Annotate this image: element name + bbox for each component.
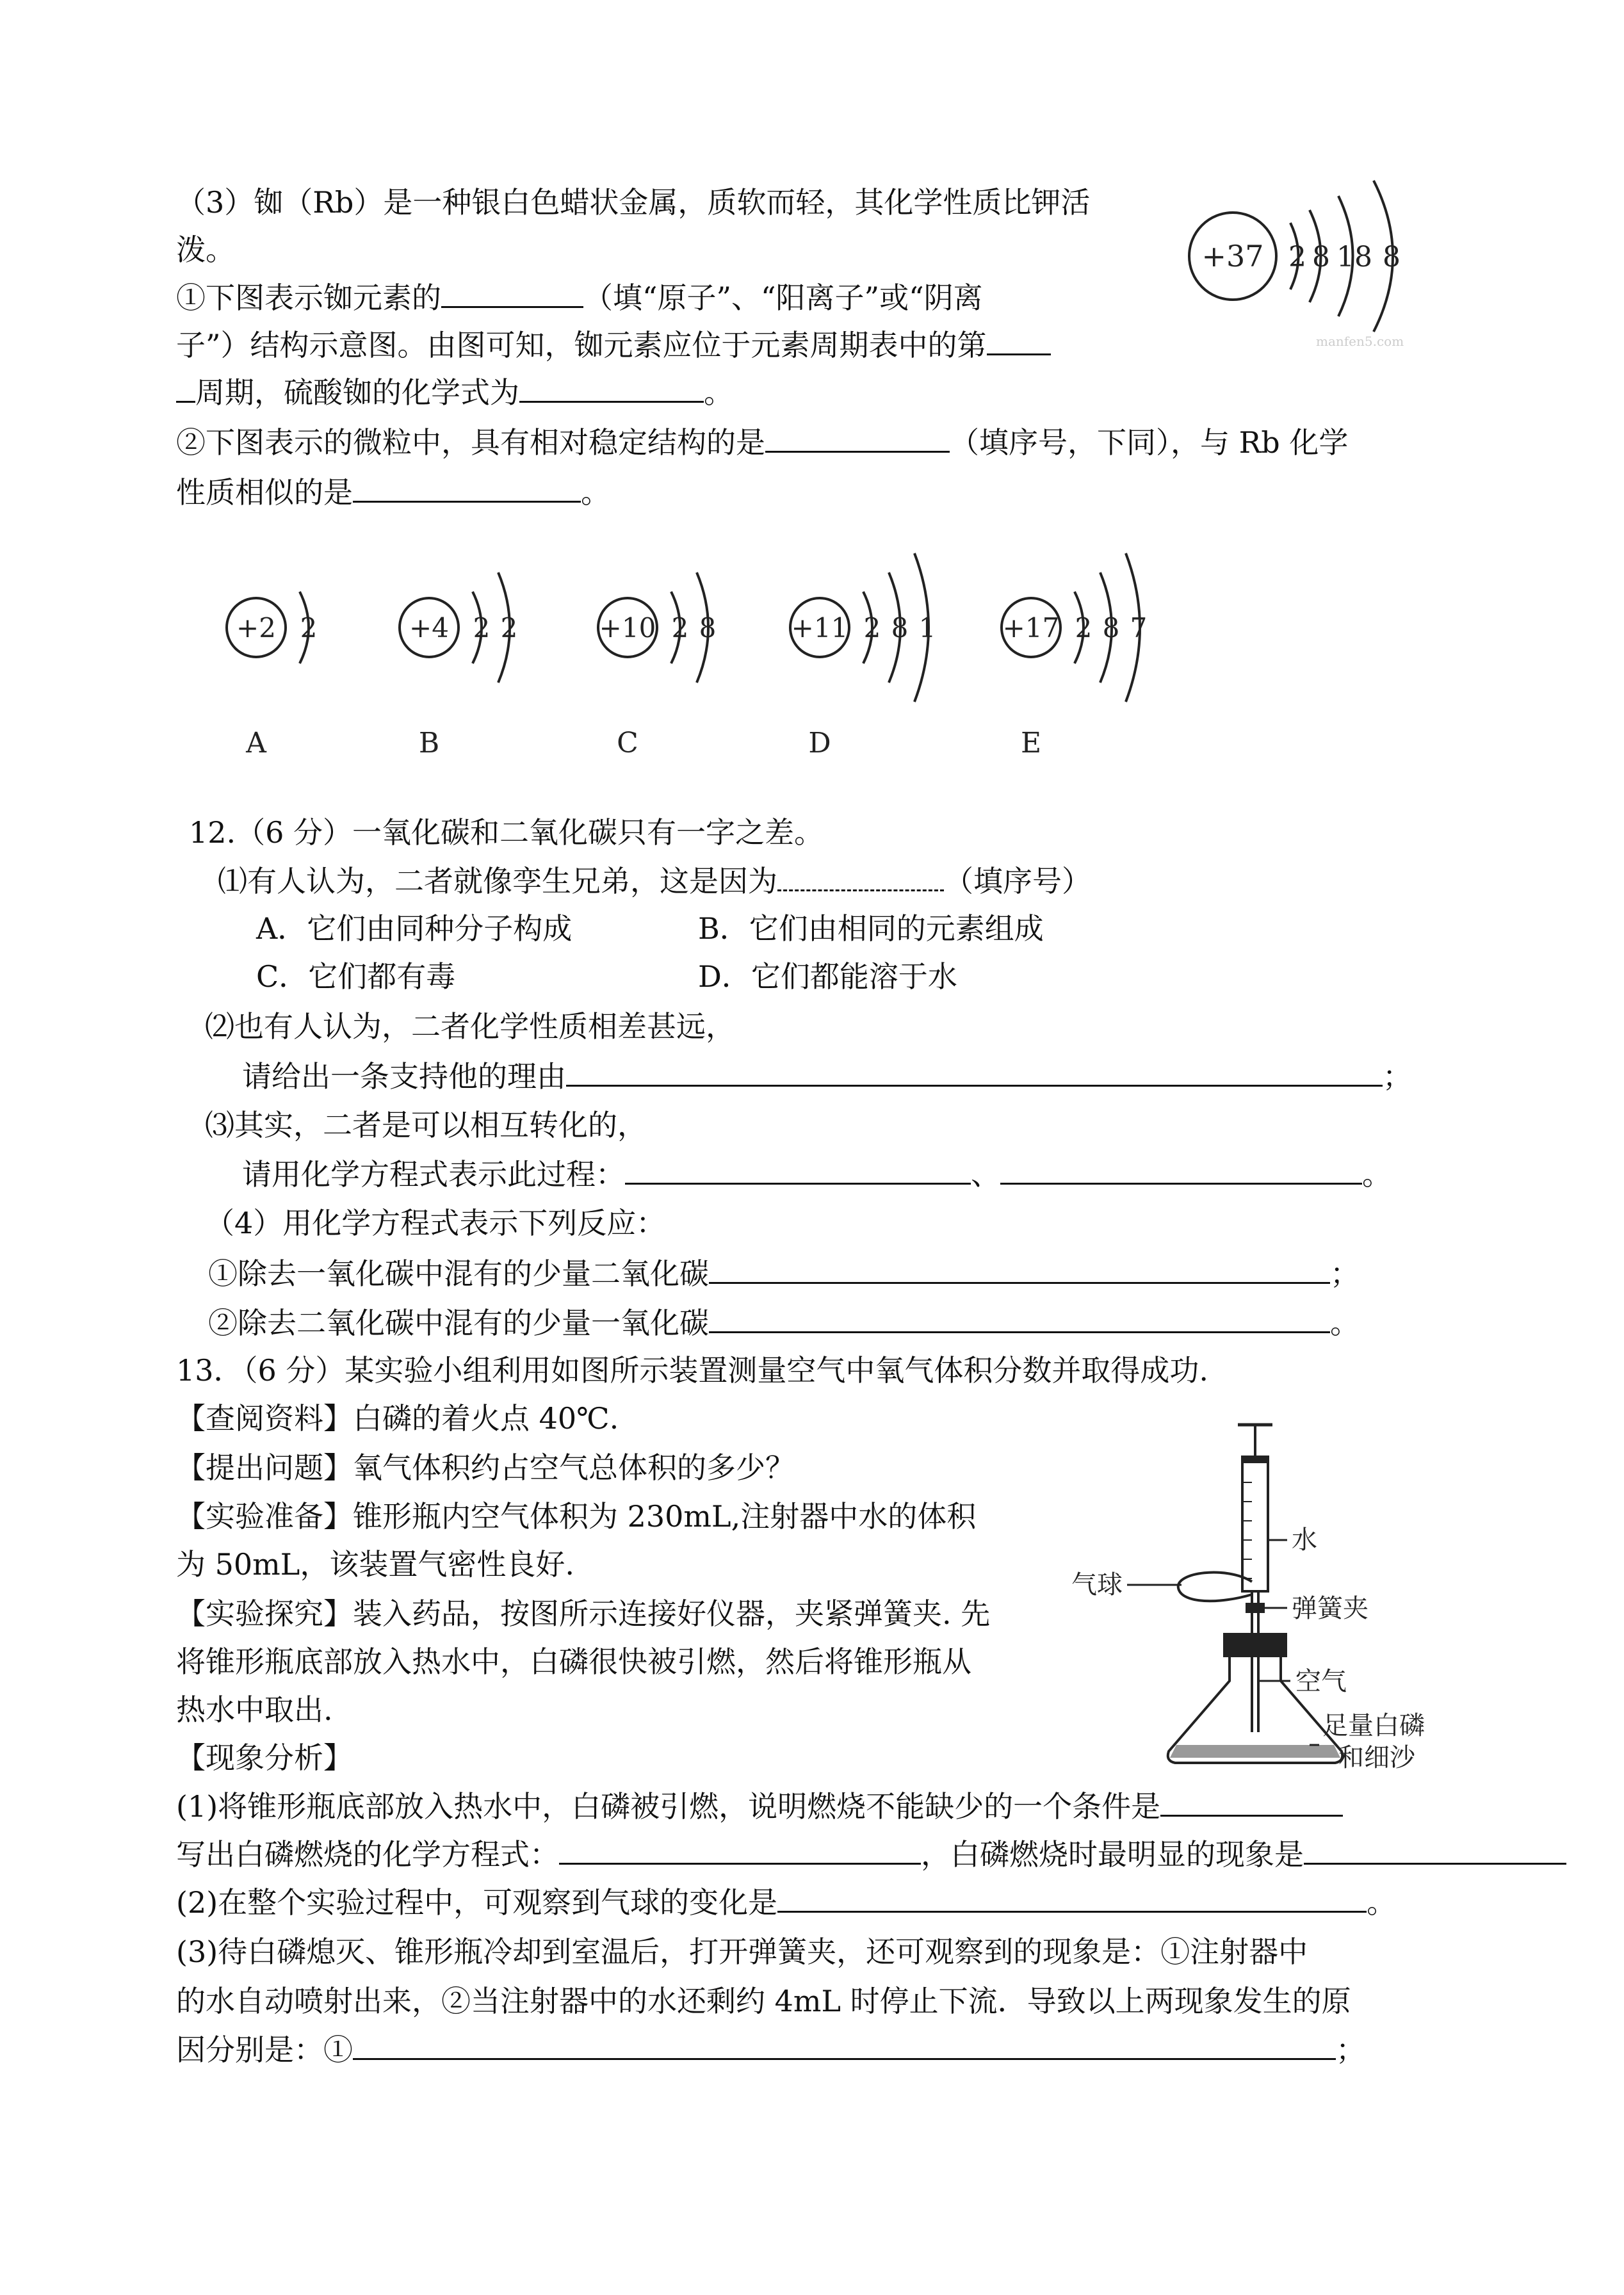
q13-line7: 热水中取出. xyxy=(176,1692,333,1727)
q11-line3-text: ①下图表示铷元素的 xyxy=(176,280,441,315)
q11-line2: 泼。 xyxy=(176,232,235,267)
q11-line4-text: 子”）结构示意图。由图可知，铷元素应位于元素周期表中的第 xyxy=(176,328,987,362)
label-phosphorus-2: 和细沙 xyxy=(1338,1743,1415,1772)
particle-d xyxy=(790,553,936,759)
particle-b xyxy=(400,572,517,759)
shell-electron-count: 8 xyxy=(699,612,717,644)
q12-s2b-text: 请给出一条支持他的理由 xyxy=(242,1059,566,1094)
q13-p1b-text: 写出白磷燃烧的化学方程式： xyxy=(176,1837,559,1872)
rb-shell-count-1: 2 xyxy=(1288,241,1306,273)
q13-p1c-text: ，白磷燃烧时最明显的现象是 xyxy=(921,1837,1304,1872)
q11-line1: （3）铷（Rb）是一种银白色蜡状金属，质软而轻，其化学性质比钾活 xyxy=(176,185,1091,220)
q13-p1 xyxy=(176,1787,1343,1826)
label-spring-clip: 弹簧夹 xyxy=(1292,1594,1368,1623)
phosphorus-sand xyxy=(1170,1745,1340,1758)
q12-s3b-sep: 、 xyxy=(971,1157,1000,1192)
blank-combustion-condition[interactable] xyxy=(1160,1787,1343,1817)
nucleus-charge: +2 xyxy=(236,612,276,644)
q11-line3 xyxy=(176,278,983,317)
spring-clip-shape xyxy=(1246,1603,1265,1613)
shell-electron-count: 7 xyxy=(1130,612,1148,644)
q13-line2: 【提出问题】氧气体积约占空气总体积的多少？ xyxy=(176,1450,795,1485)
watermark: manfen5.com xyxy=(1316,334,1404,349)
q13-line6: 将锥形瓶底部放入热水中，白磷很快被引燃，然后将锥形瓶从 xyxy=(176,1644,971,1679)
q13-line4: 为 50mL，该装置气密性良好. xyxy=(176,1547,574,1582)
balloon-shape xyxy=(1178,1573,1252,1602)
syringe-graduations xyxy=(1242,1482,1252,1578)
blank-period-b[interactable] xyxy=(176,373,195,403)
q12-option-a: A．它们由同种分子构成 xyxy=(256,911,572,946)
label-air: 空气 xyxy=(1295,1667,1347,1696)
shell-electron-count: 2 xyxy=(300,612,318,644)
q12-s4b-end: 。 xyxy=(1330,1306,1360,1340)
rb-nucleus-charge: +37 xyxy=(1201,239,1264,273)
blank-rb-particle-type[interactable] xyxy=(441,278,583,308)
blank-phosphorus-equation[interactable] xyxy=(559,1835,921,1865)
q11-line5 xyxy=(176,373,733,412)
blank-rb-sulfate-formula[interactable] xyxy=(519,373,704,403)
q13-p3c xyxy=(176,2030,1365,2069)
q11-line3-tail: （填“原子”、“阳离子”或“阴离 xyxy=(583,280,983,315)
shell-electron-count: 8 xyxy=(891,612,909,644)
rb-shell-count-2: 8 xyxy=(1312,241,1330,273)
blank-similar-to-rb[interactable] xyxy=(353,473,581,503)
particle-a xyxy=(227,592,317,759)
q13-p2-text: (2)在整个实验过程中，可观察到气球的变化是 xyxy=(176,1885,778,1920)
q12-title: 12.（6 分）一氧化碳和二氧化碳只有一字之差。 xyxy=(189,815,824,850)
blank-period-a[interactable] xyxy=(987,325,1051,355)
rb-shell-count-4: 8 xyxy=(1383,241,1401,273)
nucleus-charge: +4 xyxy=(409,612,449,644)
shell-electron-count: 2 xyxy=(863,612,881,644)
apparatus-figure xyxy=(1066,1412,1463,1777)
q11-line6 xyxy=(176,423,1348,462)
q12-s3b-end: 。 xyxy=(1362,1157,1392,1192)
q12-s2: ⑵也有人认为，二者化学性质相差甚远， xyxy=(205,1009,735,1044)
blank-reason-1[interactable] xyxy=(353,2030,1336,2060)
q13-p3a: (3)待白磷熄灭、锥形瓶冷却到室温后，打开弹簧夹，还可观察到的现象是：①注射器中 xyxy=(176,1934,1308,1969)
particle-letter: E xyxy=(1020,727,1042,759)
q11-line6-text: ②下图表示的微粒中，具有相对稳定结构的是 xyxy=(176,425,765,460)
rubber-stopper xyxy=(1223,1633,1287,1657)
q11-line7-end: 。 xyxy=(581,475,610,510)
q11-line5-end: 。 xyxy=(704,375,733,410)
q12-s1 xyxy=(218,861,1091,900)
q12-s4a xyxy=(208,1254,1360,1293)
q12-s2b-end: ； xyxy=(1383,1059,1412,1094)
blank-difference-reason[interactable] xyxy=(566,1057,1383,1087)
q13-line1: 【查阅资料】白磷的着火点 40℃. xyxy=(176,1401,619,1436)
q12-s4a-text: ①除去一氧化碳中混有的少量二氧化碳 xyxy=(208,1256,709,1291)
shell-electron-count: 2 xyxy=(671,612,689,644)
q11-line7-text: 性质相似的是 xyxy=(176,475,353,510)
q12-s4b xyxy=(208,1303,1360,1342)
nucleus-charge: +11 xyxy=(791,612,849,644)
q12-s2b xyxy=(242,1057,1412,1096)
rb-shell-count-3: 18 xyxy=(1336,241,1372,273)
q11-line4 xyxy=(176,325,1051,364)
shell-electron-count: 8 xyxy=(1102,612,1120,644)
q12-option-c: C．它们都有毒 xyxy=(256,959,456,994)
q13-p3c-text: 因分别是：① xyxy=(176,2032,353,2067)
q12-s3b-text: 请用化学方程式表示此过程： xyxy=(242,1157,625,1192)
particle-c xyxy=(598,572,716,759)
q12-s3b xyxy=(242,1155,1392,1194)
q13-title: 13．（6 分）某实验小组利用如图所示装置测量空气中氧气体积分数并取得成功. xyxy=(176,1353,1209,1388)
q13-line8: 【现象分析】 xyxy=(176,1740,353,1775)
q12-s3: ⑶其实，二者是可以相互转化的， xyxy=(205,1108,647,1142)
blank-burning-phenomenon[interactable] xyxy=(1304,1835,1566,1865)
q13-p3c-end: ； xyxy=(1336,2032,1365,2067)
label-water: 水 xyxy=(1292,1525,1317,1555)
blank-twin-reason[interactable] xyxy=(777,861,944,891)
q11-line6-tail: （填序号，下同），与 Rb 化学 xyxy=(950,425,1349,460)
q12-option-b: B．它们由相同的元素组成 xyxy=(698,911,1044,946)
blank-stable-structure[interactable] xyxy=(765,423,950,453)
particle-e xyxy=(1002,553,1147,759)
blank-equation-1[interactable] xyxy=(625,1155,971,1185)
particle-letter: C xyxy=(617,727,638,759)
q13-line5: 【实验探究】装入药品，按图所示连接好仪器，夹紧弹簧夹. 先 xyxy=(176,1596,991,1631)
nucleus-charge: +10 xyxy=(599,612,656,644)
shell-electron-count: 2 xyxy=(500,612,518,644)
q13-p1b xyxy=(176,1835,1566,1874)
nucleus-charge: +17 xyxy=(1002,612,1060,644)
particle-letter: D xyxy=(808,727,831,759)
q12-s4b-text: ②除去二氧化碳中混有的少量一氧化碳 xyxy=(208,1306,709,1340)
q13-p1-text: (1)将锥形瓶底部放入热水中，白磷被引燃，说明燃烧不能缺少的一个条件是 xyxy=(176,1789,1161,1824)
shell-electron-count: 2 xyxy=(473,612,491,644)
shell-electron-count: 1 xyxy=(918,612,936,644)
particle-letter: B xyxy=(418,727,440,759)
q12-s1-tail: （填序号） xyxy=(944,864,1091,898)
blank-balloon-change[interactable] xyxy=(777,1883,1367,1913)
q13-p3b: 的水自动喷射出来，②当注射器中的水还剩约 4mL 时停止下流．导致以上两现象发生的原 xyxy=(176,1984,1351,2018)
q13-p2-end: 。 xyxy=(1367,1885,1397,1920)
q12-option-d: D．它们都能溶于水 xyxy=(698,959,957,994)
particle-letter: A xyxy=(246,727,266,759)
q12-s4a-end: ； xyxy=(1330,1256,1360,1291)
q12-s4: （4）用化学方程式表示下列反应： xyxy=(205,1206,666,1240)
blank-remove-co[interactable] xyxy=(709,1303,1330,1333)
label-balloon: 气球 xyxy=(1071,1570,1123,1600)
syringe-barrel xyxy=(1242,1457,1268,1591)
q12-s1-text: ⑴有人认为，二者就像孪生兄弟，这是因为 xyxy=(218,864,777,898)
particle-diagrams xyxy=(205,506,1165,775)
rb-structure-diagram xyxy=(1178,173,1422,359)
syringe-plunger-head xyxy=(1244,1457,1267,1463)
label-phosphorus-1: 足量白磷 xyxy=(1322,1711,1425,1740)
shell-electron-count: 2 xyxy=(1075,612,1092,644)
q13-line3: 【实验准备】锥形瓶内空气体积为 230mL,注射器中水的体积 xyxy=(176,1499,977,1534)
blank-equation-2[interactable] xyxy=(1000,1155,1362,1185)
q11-line5-text: 周期，硫酸铷的化学式为 xyxy=(195,375,519,410)
q13-p2 xyxy=(176,1883,1396,1922)
blank-remove-co2[interactable] xyxy=(709,1254,1330,1284)
